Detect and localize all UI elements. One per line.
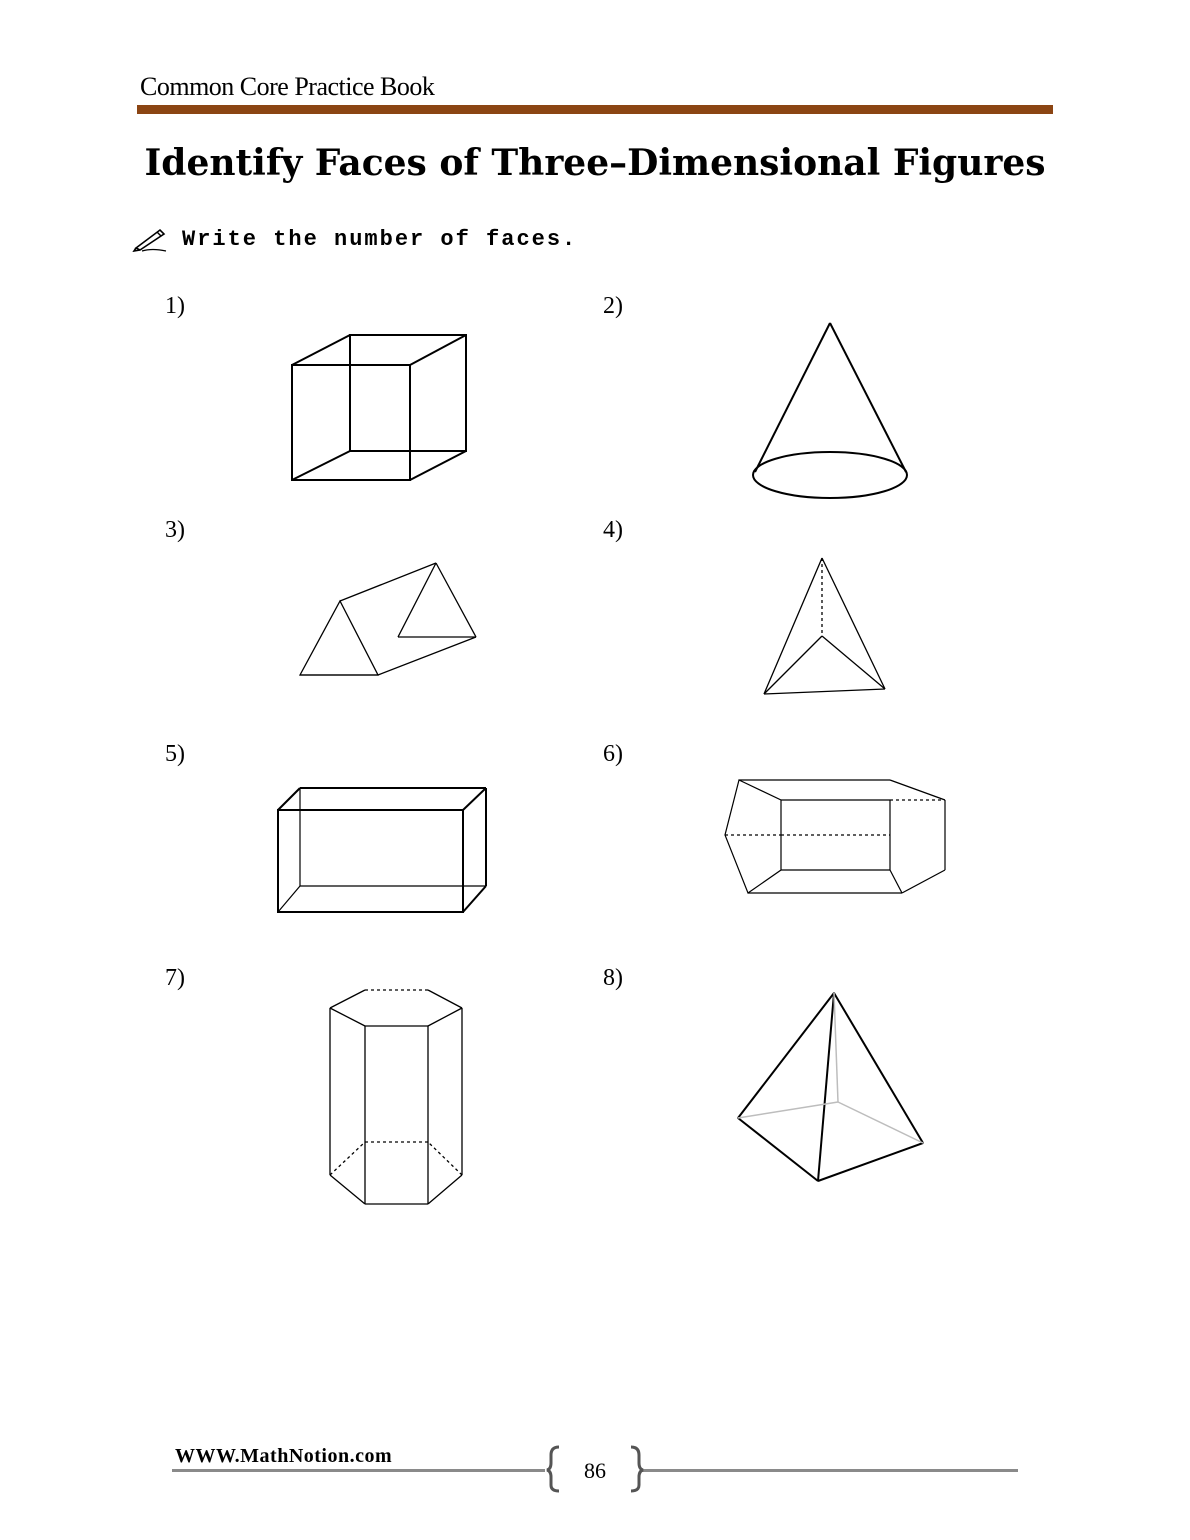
- problem-7-label: 7): [165, 965, 185, 991]
- book-title: Common Core Practice Book: [140, 72, 435, 101]
- pentagonal-prism-figure: [715, 770, 955, 900]
- problem-1-label: 1): [165, 293, 185, 319]
- page-number: 86: [584, 1458, 606, 1483]
- problem-8-label: 8): [603, 965, 623, 991]
- instruction-text: Write the number of faces.: [182, 226, 578, 252]
- problem-4-label: 4): [603, 517, 623, 543]
- cone-figure: [745, 315, 920, 505]
- square-pyramid-figure: [728, 985, 933, 1190]
- footer-rule-left: [172, 1469, 545, 1472]
- footer-website: WWW.MathNotion.com: [175, 1445, 393, 1467]
- header-rule: [137, 105, 1053, 114]
- page-title: Identify Faces of Three–Dimensional Figures: [144, 142, 1046, 184]
- triangular-prism-figure: [290, 555, 485, 685]
- problem-3-label: 3): [165, 517, 185, 543]
- rectangular-prism-figure: [270, 780, 495, 920]
- cube-figure: [280, 325, 480, 495]
- footer-rule-right: [641, 1469, 1018, 1472]
- problem-5-label: 5): [165, 741, 185, 767]
- instruction: [132, 226, 577, 252]
- triangular-pyramid-figure: [755, 550, 895, 700]
- hexagonal-prism-figure: [320, 982, 470, 1212]
- pencil-icon: [132, 226, 168, 252]
- problem-2-label: 2): [603, 293, 623, 319]
- problem-6-label: 6): [603, 741, 623, 767]
